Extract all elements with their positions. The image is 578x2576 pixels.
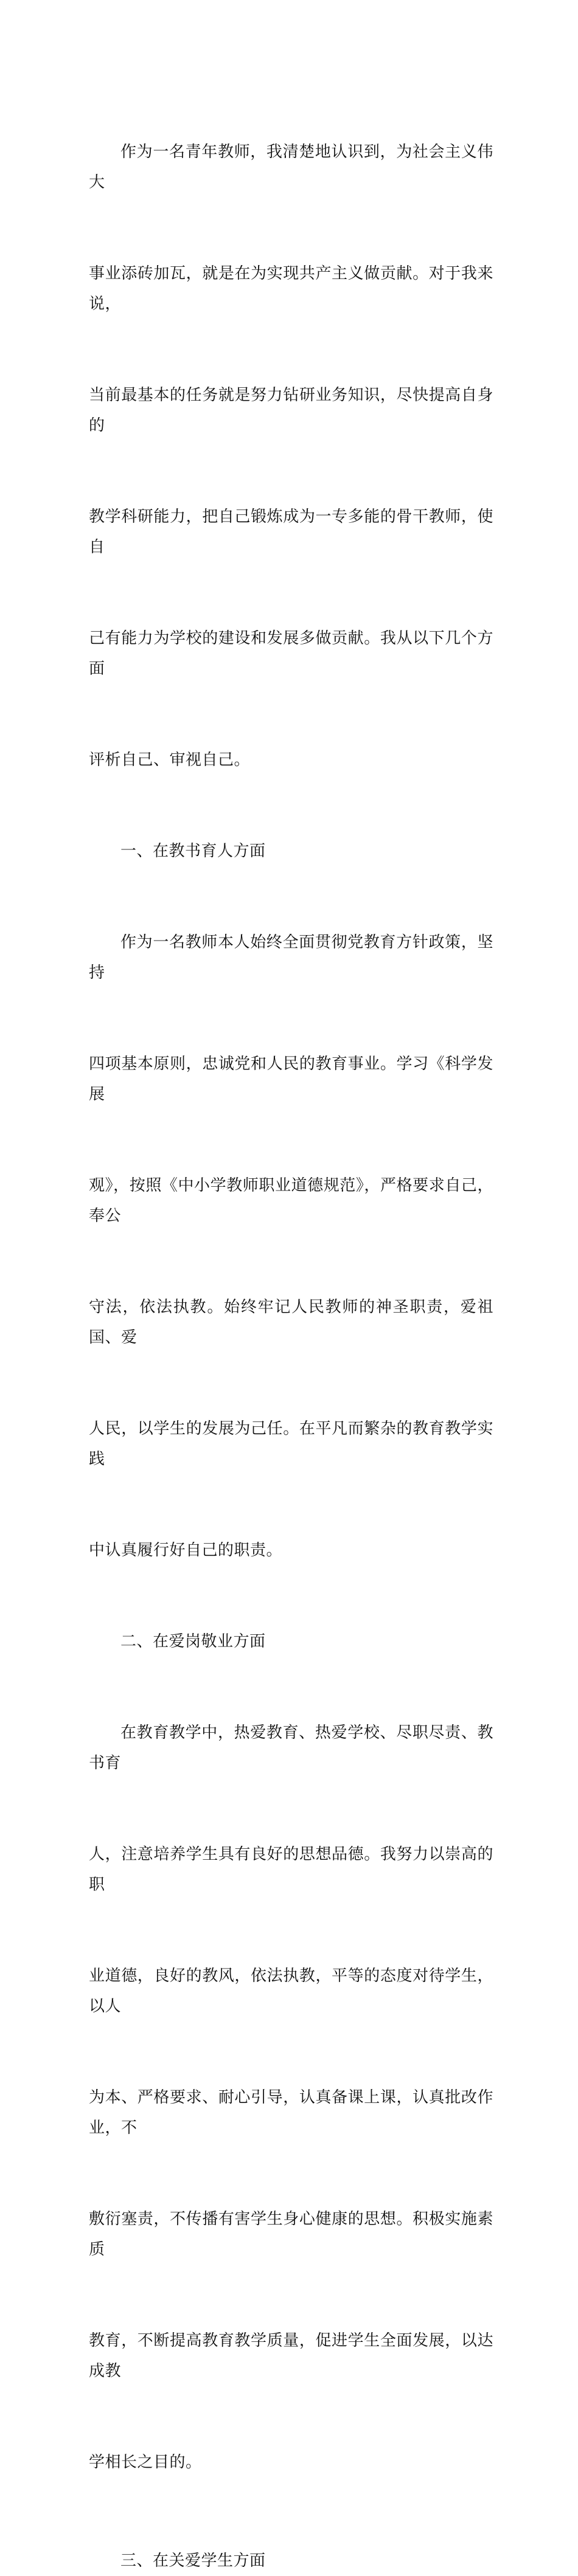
paragraph-section-2 bbox=[89, 1657, 493, 2538]
paragraph-line: 观》，按照《中小学教师职业道德规范》，严格要求自己，奉公 bbox=[89, 1176, 493, 1225]
paragraph-line: 为本、严格要求、耐心引导，认真备课上课，认真批改作业，不 bbox=[89, 2088, 493, 2137]
paragraph-line: 四项基本原则，忠诚党和人民的教育事业。学习《科学发展 bbox=[89, 1055, 493, 1103]
paragraph-intro bbox=[89, 76, 493, 836]
paragraph-line: 评析自己、审视自己。 bbox=[89, 751, 251, 769]
section-heading-2: 二、在爱岗敬业方面 bbox=[120, 1632, 266, 1651]
paragraph-line: 敷衍塞责，不传播有害学生身心健康的思想。积极实施素质 bbox=[89, 2210, 493, 2259]
paragraph-line: 教育，不断提高教育教学质量，促进学生全面发展，以达成教 bbox=[89, 2332, 493, 2380]
paragraph-line: 业道德，良好的教风，依法执教，平等的态度对待学生，以人 bbox=[89, 1967, 493, 2015]
paragraph-line: 作为一名青年教师，我清楚地认识到，为社会主义伟大 bbox=[89, 143, 493, 192]
paragraph-line: 人，注意培养学生具有良好的思想品德。我努力以崇高的职 bbox=[89, 1845, 493, 1894]
paragraph-line: 当前最基本的任务就是努力钻研业务知识，尽快提高自身的 bbox=[89, 386, 493, 435]
paragraph-line: 教学科研能力，把自己锻炼成为一专多能的骨干教师，使自 bbox=[89, 508, 493, 556]
paragraph-section-1 bbox=[89, 866, 493, 1626]
paragraph-line: 人民，以学生的发展为己任。在平凡而繁杂的教育教学实践 bbox=[89, 1420, 493, 1468]
section-heading-3: 三、在关爱学生方面 bbox=[120, 2552, 266, 2570]
paragraph-line: 在教育教学中，热爱教育、热爱学校、尽职尽责、教书育 bbox=[89, 1724, 493, 1772]
paragraph-line: 中认真履行好自己的职责。 bbox=[89, 1541, 283, 1559]
paragraph-line: 学相长之目的。 bbox=[89, 2453, 202, 2471]
paragraph-line: 作为一名教师本人始终全面贯彻党教育方针政策，坚持 bbox=[89, 933, 493, 982]
paragraph-line: 己有能力为学校的建设和发展多做贡献。我从以下几个方面 bbox=[89, 629, 493, 678]
section-heading-1: 一、在教书育人方面 bbox=[120, 842, 266, 860]
document-page bbox=[89, 76, 493, 2576]
paragraph-line: 守法，依法执教。始终牢记人民教师的神圣职责，爱祖国、爱 bbox=[89, 1298, 493, 1347]
paragraph-line: 事业添砖加瓦，就是在为实现共产主义做贡献。对于我来说， bbox=[89, 264, 493, 313]
